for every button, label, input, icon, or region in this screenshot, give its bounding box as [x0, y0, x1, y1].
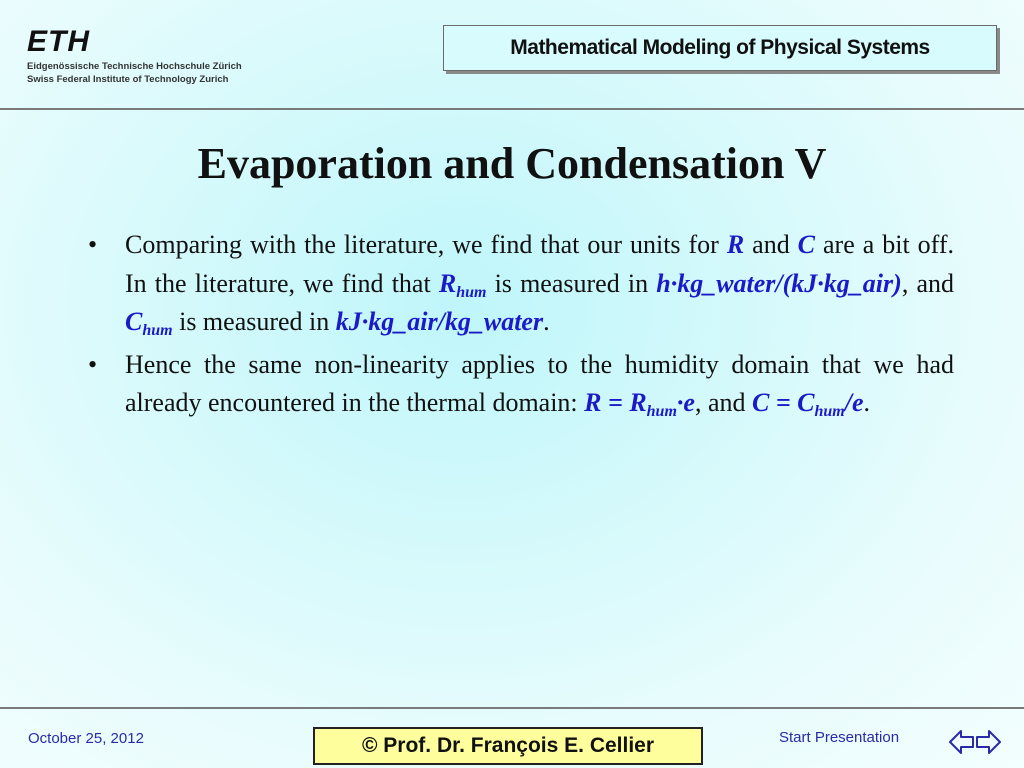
unit-c-hum: kJ·kg_air/kg_water: [335, 307, 544, 336]
course-title-box: [443, 25, 997, 71]
formula-r: $R = R_{hum}\cdot e$: [584, 388, 695, 420]
bullet-dot: •: [88, 230, 98, 259]
symbol-r-hum: $R_{hum}$: [438, 268, 487, 301]
bullet-text: and: [744, 230, 798, 259]
author-box: [313, 727, 703, 765]
bullet-text: .: [543, 307, 550, 336]
eth-logo-mark: ETH: [27, 25, 90, 58]
right-arrow-icon[interactable]: [975, 727, 1001, 762]
bullet-text: is measured in: [172, 307, 336, 336]
bullet-text: is measured in: [486, 268, 657, 298]
author-name: © Prof. Dr. François E. Cellier: [361, 734, 655, 757]
header-divider: [0, 108, 1024, 110]
slide-title: Evaporation and Condensation V: [197, 139, 827, 188]
unit-r-hum: h·kg_water/(kJ·kg_air): [656, 268, 902, 298]
left-arrow-icon[interactable]: [949, 727, 975, 762]
bullet-dot: •: [88, 349, 98, 379]
eth-logo: [27, 25, 242, 86]
bullet-text: are a bit off. In the literature, we find that: [125, 230, 955, 298]
bullet-text: Comparing with the literature, we find that our units for: [125, 230, 727, 259]
bullet-text: .: [863, 388, 871, 417]
bullet-text: Hence the same non-linearity applies to the humidity domain that we had already encountered in the thermal domain:: [125, 349, 954, 417]
footer-date: October 25, 2012: [28, 730, 144, 747]
course-title: Mathematical Modeling of Physical Systems: [510, 36, 930, 59]
symbol-c: C: [797, 230, 816, 259]
start-presentation-link[interactable]: Start Presentation: [779, 729, 900, 746]
bullet-item: [88, 346, 954, 423]
symbol-c-hum: $C_{hum}$: [125, 307, 173, 339]
symbol-r: R: [726, 230, 745, 259]
bullet-text: , and: [901, 268, 955, 298]
bullet-item: [88, 226, 954, 342]
eth-logo-line-2: Swiss Federal Institute of Technology Zurich: [27, 74, 229, 85]
bullet-text: , and: [694, 388, 752, 417]
bullet-list: [88, 226, 954, 427]
eth-logo-line-1: Eidgenössische Technische Hochschule Zürich: [27, 61, 242, 72]
formula-c: $C = C_{hum}/e$: [752, 388, 864, 420]
footer-divider: [0, 707, 1024, 709]
